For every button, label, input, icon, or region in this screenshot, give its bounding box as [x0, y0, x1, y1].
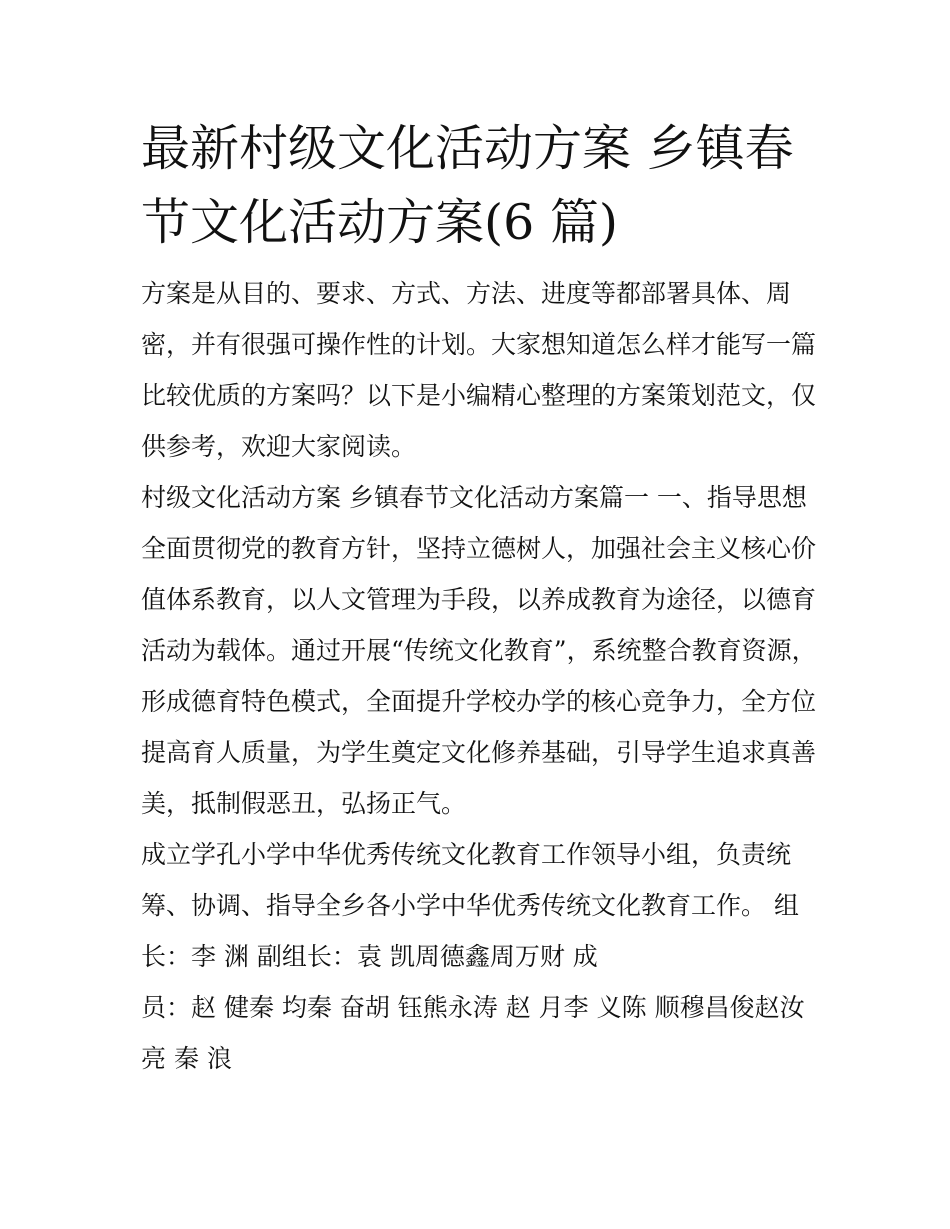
paragraph-guiding-ideology: [141, 472, 816, 829]
paragraph-members: [141, 982, 816, 1084]
text-line: 筹、协调、指导全乡各小学中华优秀传统文化教育工作。 组: [141, 891, 799, 920]
text-line: 活动为载体。通过开展“传统文化教育”，系统整合教育资源，: [141, 636, 817, 665]
text-line: 提高育人质量，为学生奠定文化修养基础，引导学生追求真善: [141, 738, 817, 767]
text-line: 值体系教育，以人文管理为手段，以养成教育为途径，以德育: [141, 585, 817, 614]
text-line: 供参考，欢迎大家阅读。: [141, 432, 417, 461]
title-line: 节文化活动方案(6 篇): [141, 194, 618, 251]
text-line: 员：赵 健秦 均秦 奋胡 钰熊永涛 赵 月李 义陈 顺穆昌俊赵汝: [141, 993, 805, 1022]
text-line: 密，并有很强可操作性的计划。大家想知道怎么样才能写一篇: [141, 330, 817, 359]
text-line: 全面贯彻党的教育方针，坚持立德树人，加强社会主义核心价: [141, 534, 817, 563]
text-line: 村级文化活动方案 乡镇春节文化活动方案篇一 一、指导思想: [141, 483, 807, 512]
text-line: 长：李 渊 副组长：袁 凯周德鑫周万财 成: [141, 942, 598, 971]
text-line: 亮 秦 浪: [141, 1044, 232, 1073]
text-line: 成立学孔小学中华优秀传统文化教育工作领导小组，负责统: [141, 840, 792, 869]
text-line: 美，抵制假恶丑，弘扬正气。: [141, 789, 467, 818]
document-content: [141, 112, 816, 1084]
title-line: 最新村级文化活动方案 乡镇春: [141, 120, 794, 177]
paragraph-intro: [141, 268, 816, 472]
text-line: 形成德育特色模式，全面提升学校办学的核心竞争力，全方位: [141, 687, 817, 716]
text-line: 比较优质的方案吗？以下是小编精心整理的方案策划范文，仅: [141, 381, 817, 410]
document-title: [141, 112, 816, 260]
text-line: 方案是从目的、要求、方式、方法、进度等都部署具体、周: [141, 279, 792, 308]
paragraph-leadership-group: [141, 829, 816, 982]
